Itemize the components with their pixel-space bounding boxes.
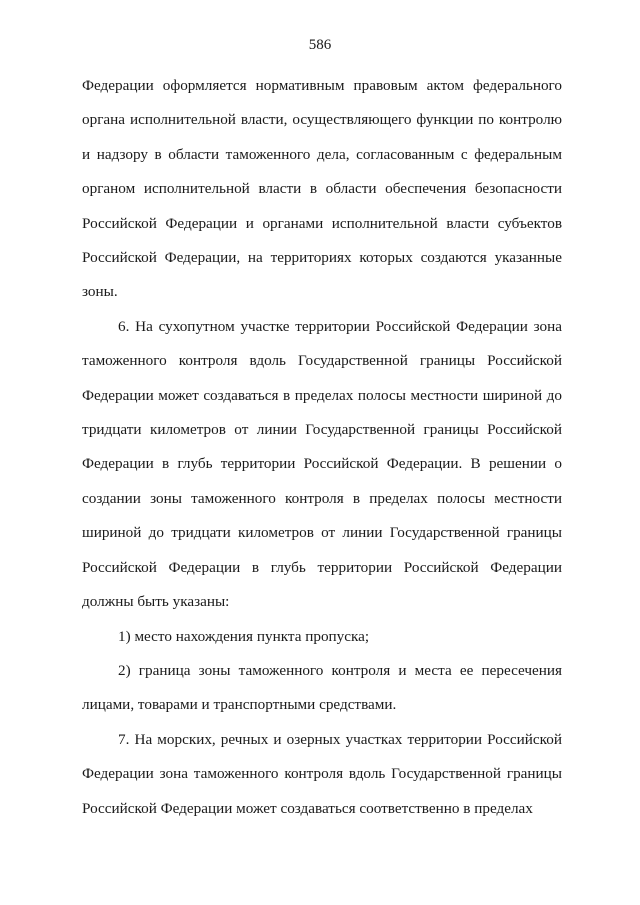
paragraph-continuation: Федерации оформляется нормативным правовым актом федерального органа исполнительной власти, осуществляющего функции по контролю и надзору в области таможенного дела, согласованным с федеральным органом исполнительной власти в области обеспечения безопасности Российской Федерации и органами исполнительной власти субъектов Российской Федерации, на территориях которых создаются указанные зоны.: [82, 77, 562, 301]
paragraph-item-2: 2) граница зоны таможенного контроля и места ее пересечения лицами, товарами и транспортными средствами.: [82, 661, 562, 714]
paragraph-clause-7: 7. На морских, речных и озерных участках территории Российской Федерации зона таможенного контроля вдоль Государственной границы Российской Федерации может создаваться соответственно в пределах: [82, 730, 562, 817]
paragraph-item-1: 1) место нахождения пункта пропуска;: [118, 627, 370, 645]
paragraph-clause-6: 6. На сухопутном участке территории Российской Федерации зона таможенного контроля вдоль Государственной границы Российской Федерации может создаваться в пределах полосы местности шириной до тридцати километров от линии Государственной границы Российской Федерации в глубь территории Российской Федерации. В решении о создании зоны таможенного контроля в пределах полосы местности шириной до тридцати километров от линии Государственной границы Российской Федерации в глубь территории Российской Федерации должны быть указаны:: [82, 317, 562, 611]
page-number: 586: [308, 37, 332, 53]
document-body: [82, 69, 562, 826]
